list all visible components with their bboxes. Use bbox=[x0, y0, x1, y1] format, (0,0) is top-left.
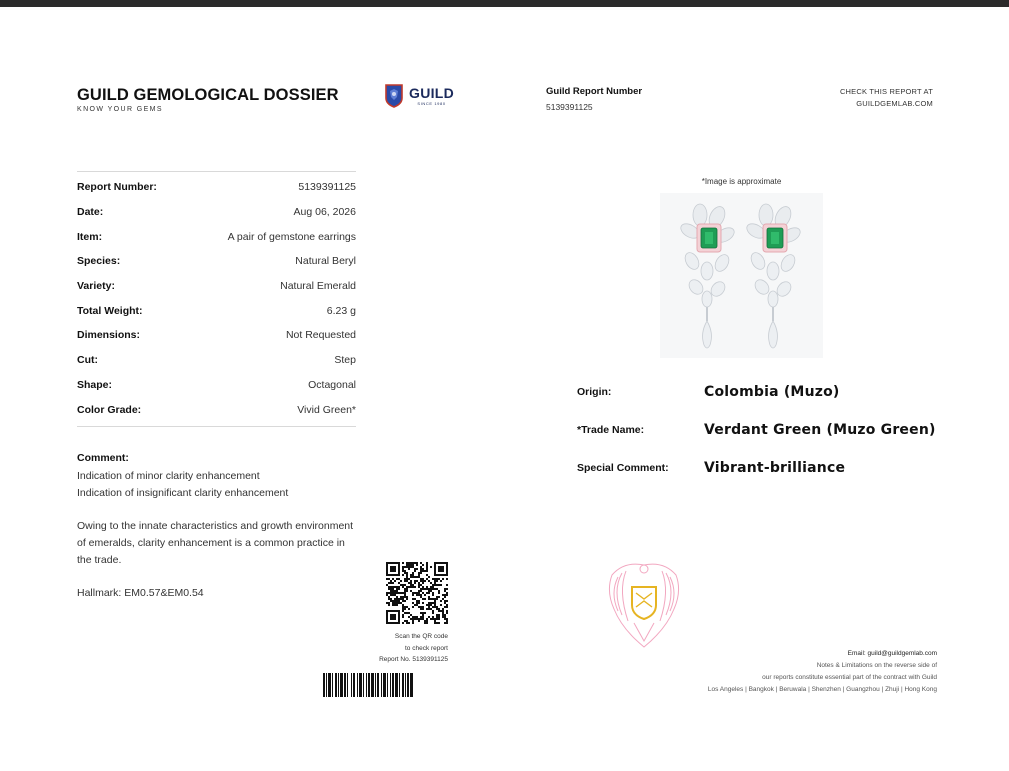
detail-row-variety bbox=[77, 274, 356, 299]
detail-value: Aug 06, 2026 bbox=[293, 206, 356, 219]
check-report-url[interactable]: GUILDGEMLAB.COM bbox=[856, 99, 933, 108]
logo-word: GUILD bbox=[409, 85, 455, 101]
qr-icon bbox=[386, 562, 448, 624]
detail-label: Cut: bbox=[77, 354, 98, 367]
detail-label: Report Number: bbox=[77, 181, 157, 194]
guild-logo bbox=[385, 84, 454, 108]
special-comment-label: Special Comment: bbox=[577, 462, 669, 474]
qr-report-number: Report No. 5139391125 bbox=[379, 656, 448, 663]
comment-line: Indication of minor clarity enhancement bbox=[77, 470, 260, 482]
footer-locations: Los Angeles | Bangkok | Beruwala | Shenzhen | Guangzhou | Zhuji | Hong Kong bbox=[707, 686, 937, 693]
comment-title: Comment: bbox=[77, 452, 129, 464]
image-note: *Image is approximate bbox=[701, 177, 782, 186]
detail-label: Item: bbox=[77, 230, 103, 243]
detail-label: Shape: bbox=[77, 378, 113, 391]
brand-title: GUILD GEMOLOGICAL DOSSIER bbox=[77, 86, 339, 104]
detail-value: Step bbox=[334, 354, 356, 367]
detail-row-shape bbox=[77, 373, 356, 398]
detail-row-date bbox=[77, 200, 356, 225]
detail-row-report-number bbox=[77, 175, 356, 200]
detail-value: Natural Beryl bbox=[295, 255, 356, 268]
seal-icon bbox=[604, 557, 684, 653]
detail-row-color-grade bbox=[77, 397, 356, 422]
detail-value: Not Requested bbox=[285, 329, 356, 342]
footer-email[interactable]: Email: guild@guildgemlab.com bbox=[847, 650, 937, 657]
earrings-illustration bbox=[660, 193, 823, 358]
top-bar bbox=[0, 0, 1009, 7]
trade-name-label: *Trade Name: bbox=[577, 424, 645, 436]
detail-row-cut bbox=[77, 348, 356, 373]
comment-line: Indication of insignificant clarity enhancement bbox=[77, 487, 289, 499]
check-report-line1: CHECK THIS REPORT AT bbox=[839, 87, 933, 96]
report-number-value: 5139391125 bbox=[546, 102, 593, 112]
detail-row-item bbox=[77, 224, 356, 249]
detail-label: Species: bbox=[77, 255, 121, 268]
special-comment-value: Vibrant-brilliance bbox=[704, 460, 846, 476]
report-number-label: Guild Report Number bbox=[546, 86, 643, 97]
footer-notes-line2: our reports constitute essential part of the contract with Guild bbox=[762, 674, 937, 681]
logo-since: SINCE 1980 bbox=[417, 101, 446, 106]
comment-paragraph: Owing to the innate characteristics and growth environment of emeralds, clarity enhancement is a common practice in the trade. bbox=[77, 520, 354, 566]
qr-instruction-line2: to check report bbox=[405, 645, 448, 652]
qr-code[interactable] bbox=[386, 562, 448, 624]
detail-row-species bbox=[77, 249, 356, 274]
footer-notes-line1: Notes & Limitations on the reverse side of bbox=[816, 662, 937, 669]
brand-subtitle: KNOW YOUR GEMS bbox=[77, 106, 163, 113]
detail-label: Color Grade: bbox=[77, 403, 142, 416]
detail-value: Natural Emerald bbox=[280, 280, 356, 293]
barcode bbox=[323, 673, 449, 697]
detail-value: 5139391125 bbox=[298, 181, 356, 194]
earrings-photo bbox=[660, 193, 823, 358]
barcode-icon bbox=[323, 673, 449, 697]
origin-label: Origin: bbox=[577, 386, 612, 398]
detail-row-dimensions bbox=[77, 323, 356, 348]
guild-seal bbox=[604, 557, 684, 653]
detail-value: Octagonal bbox=[308, 378, 356, 391]
detail-value: 6.23 g bbox=[326, 304, 356, 317]
detail-label: Total Weight: bbox=[77, 304, 143, 317]
detail-label: Dimensions: bbox=[77, 329, 141, 342]
origin-value: Colombia (Muzo) bbox=[704, 384, 840, 400]
trade-name-value: Verdant Green (Muzo Green) bbox=[704, 422, 936, 438]
detail-value: A pair of gemstone earrings bbox=[227, 230, 356, 243]
detail-label: Date: bbox=[77, 206, 104, 219]
hallmark: Hallmark: EM0.57&EM0.54 bbox=[77, 587, 204, 599]
detail-label: Variety: bbox=[77, 280, 115, 293]
qr-instruction-line1: Scan the QR code bbox=[394, 633, 448, 640]
shield-icon bbox=[385, 84, 403, 108]
details-table bbox=[77, 171, 356, 427]
detail-row-total-weight bbox=[77, 298, 356, 323]
detail-value: Vivid Green* bbox=[297, 403, 356, 416]
